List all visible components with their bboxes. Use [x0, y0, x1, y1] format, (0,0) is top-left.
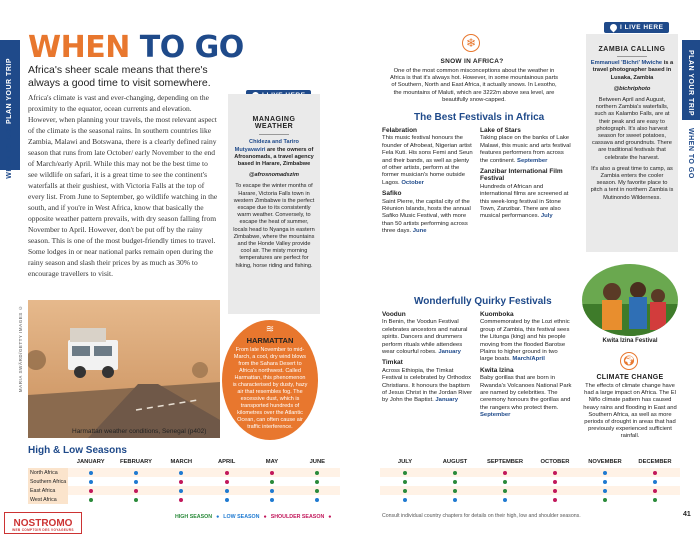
festival-description: In Benin, the Voodun Festival celebrates ancestors and natural spirits. Dancers and drummers perform rituals while attendees wear colourful robes. — [382, 319, 468, 356]
season-dot — [179, 480, 183, 484]
season-cell — [480, 486, 530, 495]
festival-month: July — [540, 213, 553, 220]
spine-sub-label-right: WHEN TO GO — [687, 128, 694, 179]
sidebar-bio: are the owners of Afrosnomads, a travel agency based in Harare, Zimbabwe — [234, 146, 314, 168]
season-dot — [270, 489, 274, 493]
festival-month: March/April — [512, 356, 545, 363]
page-title — [28, 30, 244, 65]
title-word-to-go: TO GO — [139, 30, 244, 65]
month-label: AUGUST — [442, 459, 468, 465]
season-dot — [270, 480, 274, 484]
month-label: MAY — [265, 459, 279, 465]
season-cell — [430, 468, 480, 477]
season-row — [380, 495, 680, 504]
festival-name: Zanzibar International Film Festival — [480, 168, 563, 183]
festival-text — [480, 184, 572, 221]
festival-month: January — [435, 397, 458, 404]
quirky-festivals-col2 — [480, 308, 572, 420]
festival-text — [480, 319, 572, 363]
seasons-legend: HIGH SEASON ● LOW SEASON ● SHOULDER SEASON ● — [175, 514, 332, 520]
left-spine — [0, 0, 20, 539]
season-dot — [315, 471, 319, 475]
festival-month: January — [438, 349, 461, 356]
season-dot — [270, 471, 274, 475]
footnote: Consult individual country chapters for details on their high, low and shoulder seasons. — [382, 513, 581, 519]
festival-name: Lake of Stars — [480, 127, 521, 134]
harmattan-text: From late November to mid-March, a cool, dry wind blows from the Sahara Desert to Africa's northwest. Called Harmattan, this phenomenon is characterised by dusty, hazy air that resembles fog. The excessive dust, which is transported hundreds of kilometres over the Atlantic Ocean, can often cause air traffic interference. — [232, 347, 308, 430]
best-festivals-col1 — [382, 124, 474, 236]
season-dot — [553, 471, 557, 475]
body-text: Africa's climate is vast and ever-changing, depending on the proximity to the equator, ocean currents and elevation. However, when planning your travels, the most relevant aspect of the climate is the seasonal rains. In southern countries like Zambia, Malawi and Botswana, there is a clearly defined rainy season that runs from late October/ early November to the end of March/early April. While this may not be the best time to see wildlife on safari, it is a great time to see the continent's waterfalls at their gushiest, with Victoria Falls at the top of every list. From June to September, go wildlife watching in the south, and if you're in West Africa, know that basically the opposite weather pattern prevails, with dry season falling from November to April. However, don't be put off by the rainy season. This is one of the most budget-friendly times to travel. Some lodges in or near national parks remain open during the rainy season and slash their prices by as much as 30% to encourage travellers to visit. — [28, 93, 218, 278]
season-cell — [380, 468, 430, 477]
best-festivals-heading: The Best Festivals in Africa — [414, 112, 545, 123]
season-cell — [113, 495, 158, 504]
photo-credit: MARIA SWÄRD/GETTY IMAGES © — [18, 305, 23, 393]
festival-description: Across Ethiopia, the Timkat Festival is celebrated by Orthodox Christians. It honours the baptism of Jesus Christ in the Jordan River by John the Baptist. — [382, 367, 473, 404]
season-cell — [113, 486, 158, 495]
season-dot — [403, 498, 407, 502]
harmattan-photo — [28, 300, 220, 438]
season-dot — [89, 489, 93, 493]
badge-label-right: I LIVE HERE — [620, 24, 664, 31]
season-dot — [134, 480, 138, 484]
festival-text — [480, 135, 572, 165]
season-dot — [603, 471, 607, 475]
festival-month: September — [517, 157, 548, 164]
festival-text — [382, 199, 474, 236]
season-cell — [204, 495, 249, 504]
season-cell — [249, 477, 294, 486]
photo-caption: Harmattan weather conditions, Senegal (p402) — [72, 428, 207, 435]
season-cell — [630, 495, 680, 504]
spine-tab-right — [682, 40, 700, 120]
festival-description: Baby gorillas that are born in Rwanda's Volcanoes National Park are named by celebrities. The ceremony honours the gorillas and the rangers who protect them. — [480, 375, 572, 411]
season-cell — [480, 468, 530, 477]
season-dot — [653, 489, 657, 493]
season-cell — [249, 468, 294, 477]
season-cell — [580, 477, 630, 486]
legend-shoulder: SHOULDER SEASON — [270, 514, 325, 520]
season-dot — [603, 489, 607, 493]
season-dot — [179, 498, 183, 502]
season-cell — [380, 477, 430, 486]
spine-tab-label: PLAN YOUR TRIP — [6, 58, 13, 124]
season-cell — [113, 477, 158, 486]
season-cell — [249, 495, 294, 504]
legend-low: LOW SEASON — [223, 514, 260, 520]
intro-text: Africa's sheer scale means that there's always a good time to visit somewhere. — [28, 64, 211, 89]
season-dot — [503, 498, 507, 502]
snowflake-icon: ❄ — [462, 34, 480, 52]
season-dot — [653, 471, 657, 475]
festival-month: October — [401, 179, 424, 186]
season-dot — [603, 498, 607, 502]
festival-text — [382, 135, 474, 187]
season-cell — [295, 495, 340, 504]
pin-icon — [609, 23, 619, 33]
spine-tab-label-right: PLAN YOUR TRIP — [687, 50, 694, 116]
season-cell — [630, 468, 680, 477]
season-dot — [225, 489, 229, 493]
season-dot — [453, 480, 457, 484]
festival-description: Taking place on the banks of Lake Malawi, this music and arts festival features performers from across the continent. — [480, 135, 571, 164]
season-cell — [249, 486, 294, 495]
season-dot — [134, 489, 138, 493]
snow-heading: SNOW IN AFRICA? — [440, 58, 504, 65]
region-label: North Africa — [28, 468, 68, 477]
season-cell — [159, 477, 204, 486]
season-dot — [315, 489, 319, 493]
zambia-handle: @bichriphoto — [613, 85, 651, 92]
festival-name: Kwita Izina — [480, 366, 514, 374]
month-label: MARCH — [170, 459, 193, 465]
season-dot — [553, 489, 557, 493]
season-dot — [453, 471, 457, 475]
season-cell — [480, 477, 530, 486]
season-dot — [315, 480, 319, 484]
logo-tag: WEB COMPTOIR DES VOYAGEURS — [12, 528, 74, 532]
kwita-izina-photo — [582, 264, 678, 336]
season-dot — [553, 480, 557, 484]
spine-sub-label: WHEN TO GO — [6, 128, 13, 179]
season-cell — [159, 468, 204, 477]
zambia-calling-sidebar — [586, 34, 678, 252]
seasons-table-left — [28, 456, 340, 504]
zambia-bio: is a travel photographer based in Lusaka, Zambia — [592, 60, 674, 81]
nostromo-logo — [4, 512, 82, 534]
season-cell — [113, 468, 158, 477]
divider — [617, 56, 647, 57]
season-cell — [530, 495, 580, 504]
festival-description: This music festival honours the founder of Afrobeat, Nigerian artist Fela Kuti. His sons Femi and Seun and their bands, as well as plenty of other artists, perform at the former musician's home outside Lagos. — [382, 135, 473, 186]
season-cell — [580, 495, 630, 504]
season-dot — [89, 498, 93, 502]
season-cell — [630, 486, 680, 495]
legend-high: HIGH SEASON — [175, 514, 213, 520]
season-cell — [580, 486, 630, 495]
season-dot — [89, 480, 93, 484]
season-cell — [68, 495, 113, 504]
season-cell — [380, 495, 430, 504]
season-dot — [89, 471, 93, 475]
festival-month: June — [412, 228, 427, 235]
season-cell — [295, 486, 340, 495]
climate-heading: CLIMATE CHANGE — [596, 374, 664, 381]
season-row — [380, 486, 680, 495]
season-dot — [453, 498, 457, 502]
season-dot — [503, 480, 507, 484]
season-row — [380, 477, 680, 486]
month-label: JULY — [397, 459, 413, 465]
season-dot — [134, 498, 138, 502]
quirky-festivals-heading: Wonderfully Quirky Festivals — [414, 296, 552, 307]
season-cell — [630, 477, 680, 486]
season-dot — [403, 480, 407, 484]
month-header-right — [380, 456, 680, 468]
festival-description: Hundreds of African and international films are screened at this week-long festival in Stone Town, Zanzibar. There are also musical performances. — [480, 183, 569, 220]
wind-icon: ≋ — [265, 324, 275, 335]
season-dot — [553, 498, 557, 502]
quirky-festivals-col1 — [382, 308, 474, 405]
season-dot — [653, 480, 657, 484]
globe-icon: 🌍︎ — [620, 352, 638, 370]
season-cell — [580, 468, 630, 477]
season-dot — [503, 489, 507, 493]
season-cell — [480, 495, 530, 504]
season-dot — [453, 489, 457, 493]
season-row — [380, 468, 680, 477]
season-row — [28, 495, 340, 504]
seasons-heading: High & Low Seasons — [28, 445, 127, 456]
right-spine — [682, 0, 700, 539]
season-cell — [204, 477, 249, 486]
region-label: East Africa — [28, 486, 68, 495]
festival-name: Safiko — [382, 190, 402, 198]
season-dot — [403, 489, 407, 493]
sidebar-heading: MANAGING WEATHER — [252, 116, 296, 131]
zambia-author: Emmanuel 'Bichri' Mwiche — [590, 60, 663, 67]
harmattan-heading: HARMATTAN — [246, 336, 294, 345]
season-cell — [295, 477, 340, 486]
season-cell — [68, 468, 113, 477]
sidebar-author: Chideza and Tariro Mutyavaviri — [234, 139, 299, 153]
festival-name: Felabration — [382, 127, 418, 134]
festival-text — [480, 375, 572, 419]
zambia-text-2: It's also a great time to camp, as Zambia enters the cooler season. My favorite place to pitch a tent in northern Zambia is Mutinondo Wilderness. — [590, 165, 674, 201]
logo-name: NOSTROMO — [13, 517, 73, 529]
season-dot — [179, 471, 183, 475]
season-cell — [530, 468, 580, 477]
month-label: DECEMBER — [638, 459, 672, 465]
month-label: NOVEMBER — [588, 459, 622, 465]
harmattan-box — [222, 320, 318, 440]
i-live-here-badge-right — [604, 22, 669, 33]
divider — [259, 134, 289, 135]
month-label: JANUARY — [76, 459, 105, 465]
season-dot — [403, 471, 407, 475]
climate-text: The effects of climate change have had a large impact on Africa. The El Niño climate pattern has caused heavy rains and flooding in East and Southern Africa, as well as more periods of drought in areas that had previously experienced sufficient rainfall. — [583, 383, 677, 440]
month-label: JUNE — [309, 459, 326, 465]
season-dot — [603, 480, 607, 484]
managing-weather-sidebar — [228, 94, 320, 314]
seasons-table-right — [380, 456, 680, 504]
season-cell — [204, 486, 249, 495]
best-festivals-col2 — [480, 124, 572, 221]
page-number: 41 — [683, 511, 691, 518]
festival-name: Timkat — [382, 359, 403, 367]
sidebar-text: To escape the winter months of Harare, Victoria Falls town in western Zimbabwe is the perfect escape due to its consistently warm weather. Conversely, to escape the heat of summer, locals head to Nyanga in eastern Zimbabwe, where the mountains and the Honde Valley provide cool air. The misty morning temperatures are perfect for hiking, horse riding and fishing. — [233, 183, 315, 269]
month-label: SEPTEMBER — [486, 459, 524, 465]
season-cell — [430, 495, 480, 504]
snow-text: One of the most common misconceptions about the weather in Africa is that it's always hot. However, in some mountainous parts of Southern, North and East Africa, it actually snows. In Lesotho, the mountains of Maluti, which are 3222m above sea level, are beautifully snow-capped. — [390, 68, 559, 103]
season-cell — [68, 477, 113, 486]
month-label: APRIL — [217, 459, 236, 465]
festival-name: Kuomboka — [480, 311, 514, 318]
season-cell — [380, 486, 430, 495]
festival-text — [382, 319, 474, 356]
title-word-when: WHEN — [28, 30, 130, 65]
month-header — [28, 456, 340, 468]
season-cell — [295, 468, 340, 477]
season-row — [28, 477, 340, 486]
festival-description: Commemorated by the Lozi ethnic group of Zambia, this festival sees the Litunga (king) and his people moving from the flooded Barotse Plains to higher ground in two large boats. — [480, 319, 570, 363]
month-label: FEBRUARY — [119, 459, 152, 465]
kwita-caption: Kwita Izina Festival — [602, 338, 658, 344]
region-label: West Africa — [28, 495, 68, 504]
season-cell — [430, 486, 480, 495]
month-label: OCTOBER — [540, 459, 570, 465]
season-row — [28, 486, 340, 495]
season-cell — [159, 486, 204, 495]
season-cell — [530, 486, 580, 495]
season-dot — [225, 480, 229, 484]
sidebar-handle: @afrosnomadszim — [249, 172, 299, 179]
region-label: Southern Africa — [30, 478, 67, 485]
season-dot — [315, 498, 319, 502]
festival-description: Saint Pierre, the capital city of the Réunion Islands, hosts the annual Safiko Music Festival, with more than 50 artists performing across three days. — [382, 198, 471, 235]
season-dot — [225, 471, 229, 475]
season-dot — [179, 489, 183, 493]
season-cell — [530, 477, 580, 486]
season-cell — [204, 468, 249, 477]
season-dot — [225, 498, 229, 502]
season-dot — [270, 498, 274, 502]
festival-name: Voodun — [382, 311, 406, 318]
zambia-heading: ZAMBIA CALLING — [598, 46, 666, 53]
season-dot — [134, 471, 138, 475]
festival-month: September — [480, 412, 511, 419]
zambia-text-1: Between April and August, northern Zambia's waterfalls, such as Kalambo Falls, are at their peak and are easy to photograph. It's also harvest season for sweet potatoes, cassava and groundnuts. There are traditional festivals that celebrate the harvest. — [592, 97, 672, 161]
season-row — [28, 468, 340, 477]
festival-text — [382, 368, 474, 405]
season-dot — [503, 471, 507, 475]
season-cell — [159, 495, 204, 504]
season-dot — [653, 498, 657, 502]
season-cell — [68, 486, 113, 495]
season-cell — [430, 477, 480, 486]
